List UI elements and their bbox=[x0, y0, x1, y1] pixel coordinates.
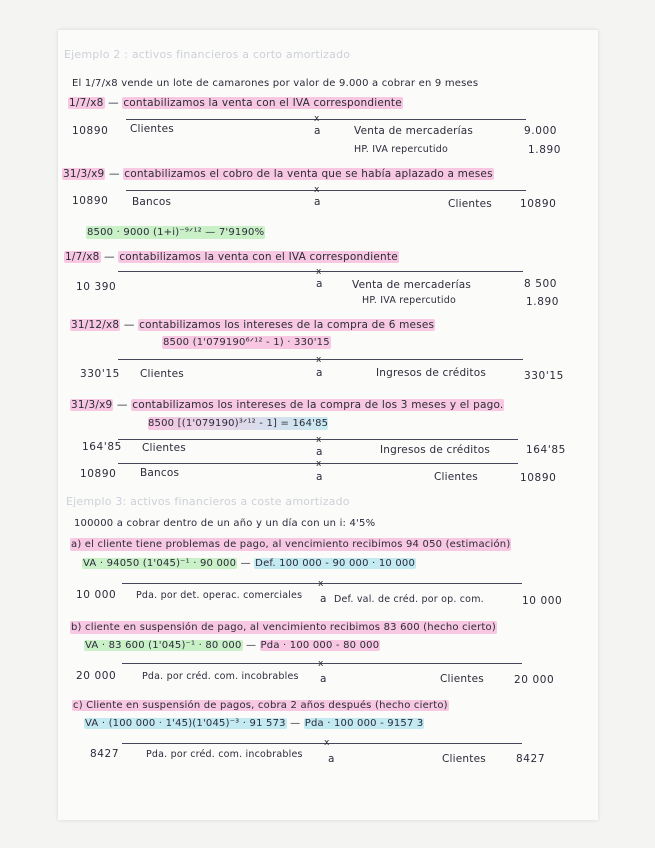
notebook-page bbox=[58, 30, 598, 820]
case-c-rule bbox=[122, 743, 522, 744]
case-b-amount-left: 20 000 bbox=[76, 670, 117, 682]
case-c-account-left: Pda. por créd. com. incobrables bbox=[146, 749, 303, 760]
entry-5-row-1-credit-account: Ingresos de créditos bbox=[380, 444, 491, 456]
entry-2-debit-account: Bancos bbox=[132, 196, 172, 208]
entry-1-rule bbox=[126, 119, 526, 120]
case-c-amount-right: 8427 bbox=[516, 753, 546, 765]
case-c-mark: x bbox=[324, 738, 330, 748]
case-b-amount-right: 20 000 bbox=[514, 674, 555, 686]
entry-1-separator: a bbox=[314, 125, 321, 137]
entry-5-date: 31/3/x9 bbox=[71, 399, 113, 411]
entry-4-debit-amount: 330'15 bbox=[80, 368, 120, 380]
entry-1-credit-account-1: Venta de mercaderías bbox=[354, 125, 474, 137]
entry-4-mark: x bbox=[316, 355, 322, 365]
entry-3-separator: a bbox=[316, 278, 323, 290]
intro-statement: El 1/7/x8 vende un lote de camarones por valor de 9.000 a cobrar en 9 meses bbox=[72, 78, 479, 89]
case-c-separator: a bbox=[328, 753, 335, 765]
entry-5-row-2-credit-amount: 10890 bbox=[520, 472, 557, 484]
entry-5-mark-1: x bbox=[316, 435, 322, 445]
case-a-amount-left: 10 000 bbox=[76, 589, 117, 601]
case-b-note: Pda · 100 000 - 80 000 bbox=[260, 640, 380, 651]
case-c-note: Pda · 100 000 - 9157 3 bbox=[304, 718, 424, 729]
entry-5-mark-2: x bbox=[316, 459, 322, 469]
entry-2-debit-amount: 10890 bbox=[72, 195, 109, 207]
entry-3-credit-account-1: Venta de mercaderías bbox=[352, 279, 472, 291]
case-c-text: c) Cliente en suspensión de pagos, cobra 2 años después (hecho cierto) bbox=[73, 700, 448, 711]
faint-heading-example-2: Ejemplo 2 : activos financieros a corto amortizado bbox=[64, 48, 351, 61]
entry-5-row-2-credit-account: Clientes bbox=[434, 471, 478, 483]
entry-2-header: 31/3/x9 — contabilizamos el cobro de la venta que se había aplazado a meses bbox=[63, 168, 493, 180]
entry-4-date: 31/12/x8 bbox=[71, 319, 120, 331]
entry-3-mark: x bbox=[316, 267, 322, 277]
case-b-text: b) cliente en suspensión de pago, al vencimiento recibimos 83 600 (hecho cierto) bbox=[71, 622, 496, 633]
example-3-statement: 100000 a cobrar dentro de un año y un día con un i: 4'5% bbox=[74, 518, 376, 529]
entry-4-debit-account: Clientes bbox=[140, 368, 184, 380]
entry-5-row-1-credit-amount: 164'85 bbox=[526, 444, 566, 456]
entry-3-debit-amount: 10 390 bbox=[76, 281, 117, 293]
entry-4-credit-amount: 330'15 bbox=[524, 370, 564, 382]
entry-2-credit-account: Clientes bbox=[448, 198, 492, 210]
entry-1-credit-account-2: HP. IVA repercutido bbox=[354, 144, 449, 155]
entry-1-header: 1/7/x8 — contabilizamos la venta con el IVA correspondiente bbox=[69, 97, 402, 109]
entry-3-text: contabilizamos la venta con el IVA correspondiente bbox=[119, 251, 398, 263]
entry-5-row-2-account: Bancos bbox=[140, 467, 180, 479]
entry-5-separator-2: a bbox=[316, 471, 323, 483]
entry-2-text: contabilizamos el cobro de la venta que se había aplazado a meses bbox=[124, 168, 493, 180]
entry-1-debit-amount: 10890 bbox=[72, 125, 109, 137]
entry-2-rule bbox=[126, 190, 526, 191]
entry-4-credit-account: Ingresos de créditos bbox=[376, 367, 487, 379]
entry-1-credit-amount-1: 9.000 bbox=[524, 125, 558, 137]
entry-1-date: 1/7/x8 bbox=[69, 97, 104, 109]
entry-5-row-1-account: Clientes bbox=[142, 442, 186, 454]
faint-heading-example-3: Ejemplo 3: activos financieros a coste amortizado bbox=[66, 495, 350, 508]
case-a-amount-right: 10 000 bbox=[522, 595, 563, 607]
case-b-separator: a bbox=[320, 673, 327, 685]
entry-3-credit-amount-2: 1.890 bbox=[526, 296, 560, 308]
entry-4-text: contabilizamos los intereses de la compra de 6 meses bbox=[139, 319, 435, 331]
entry-3-header: 1/7/x8 — contabilizamos la venta con el IVA correspondiente bbox=[65, 251, 398, 263]
case-b-formula: VA · 83 600 (1'045)⁻¹ · 80 000 bbox=[85, 640, 242, 651]
case-a-calc bbox=[82, 557, 416, 570]
entry-2-mark: x bbox=[314, 185, 320, 195]
case-c-amount-left: 8427 bbox=[90, 748, 120, 760]
entry-2-rate-formula: 8500 · 9000 (1+i)⁻⁹ᐟ¹² — 7'9190% bbox=[87, 227, 265, 238]
case-a-dash: — bbox=[240, 558, 251, 569]
entry-3-credit-account-2: HP. IVA repercutido bbox=[362, 295, 457, 306]
entry-1-text: contabilizamos la venta con el IVA correspondiente bbox=[123, 97, 402, 109]
case-c-formula: VA · (100 000 · 1'45)(1'045)⁻³ · 91 573 bbox=[85, 718, 286, 729]
entry-2-credit-amount: 10890 bbox=[520, 198, 557, 210]
entry-3-date: 1/7/x8 bbox=[65, 251, 100, 263]
entry-2-separator: a bbox=[314, 196, 321, 208]
case-b-account-right: Clientes bbox=[440, 673, 484, 685]
entry-5-separator-1: a bbox=[316, 446, 323, 458]
entry-4-separator: a bbox=[316, 367, 323, 379]
entry-3-credit-amount-1: 8 500 bbox=[524, 278, 558, 290]
entry-4-header: 31/12/x8 — contabilizamos los intereses de la compra de 6 meses bbox=[71, 319, 435, 331]
case-a-text: a) el cliente tiene problemas de pago, al vencimiento recibimos 94 050 (estimación) bbox=[71, 539, 511, 550]
case-b-account-left: Pda. por créd. com. incobrables bbox=[142, 671, 299, 682]
case-a-account-left: Pda. por det. operac. comerciales bbox=[136, 590, 303, 601]
entry-5-header: 31/3/x9 — contabilizamos los intereses de la compra de los 3 meses y el pago. bbox=[71, 399, 504, 411]
entry-5-text: contabilizamos los intereses de la compra de los 3 meses y el pago. bbox=[132, 399, 504, 411]
entry-4-formula: 8500 (1'079190⁶ᐟ¹² - 1) · 330'15 bbox=[163, 337, 330, 348]
entry-5-row-1-amount: 164'85 bbox=[82, 441, 122, 453]
entry-5-row-2-amount: 10890 bbox=[80, 468, 117, 480]
case-a-account-right: Def. val. de créd. por op. com. bbox=[334, 594, 484, 605]
case-c-calc bbox=[84, 717, 424, 730]
case-a-mark: x bbox=[318, 579, 324, 589]
case-c-account-right: Clientes bbox=[442, 753, 486, 765]
entry-1-debit-account: Clientes bbox=[130, 123, 174, 135]
case-b-calc bbox=[84, 639, 380, 652]
case-b-dash: — bbox=[245, 640, 257, 651]
case-a-note: Def. 100 000 - 90 000 · 10 000 bbox=[255, 558, 416, 569]
case-b-mark: x bbox=[318, 659, 324, 669]
case-c-header bbox=[72, 699, 449, 712]
case-a-separator: a bbox=[320, 593, 327, 605]
case-c-dash: — bbox=[290, 718, 301, 729]
entry-1-mark: x bbox=[314, 114, 320, 124]
entry-5-formula: 8500 [(1'079190)³ᐟ¹² - 1] = 164'85 bbox=[148, 418, 329, 429]
case-a-formula: VA · 94050 (1'045)⁻¹ · 90 000 bbox=[83, 558, 237, 569]
entry-1-credit-amount-2: 1.890 bbox=[528, 144, 562, 156]
entry-2-date: 31/3/x9 bbox=[63, 168, 105, 180]
